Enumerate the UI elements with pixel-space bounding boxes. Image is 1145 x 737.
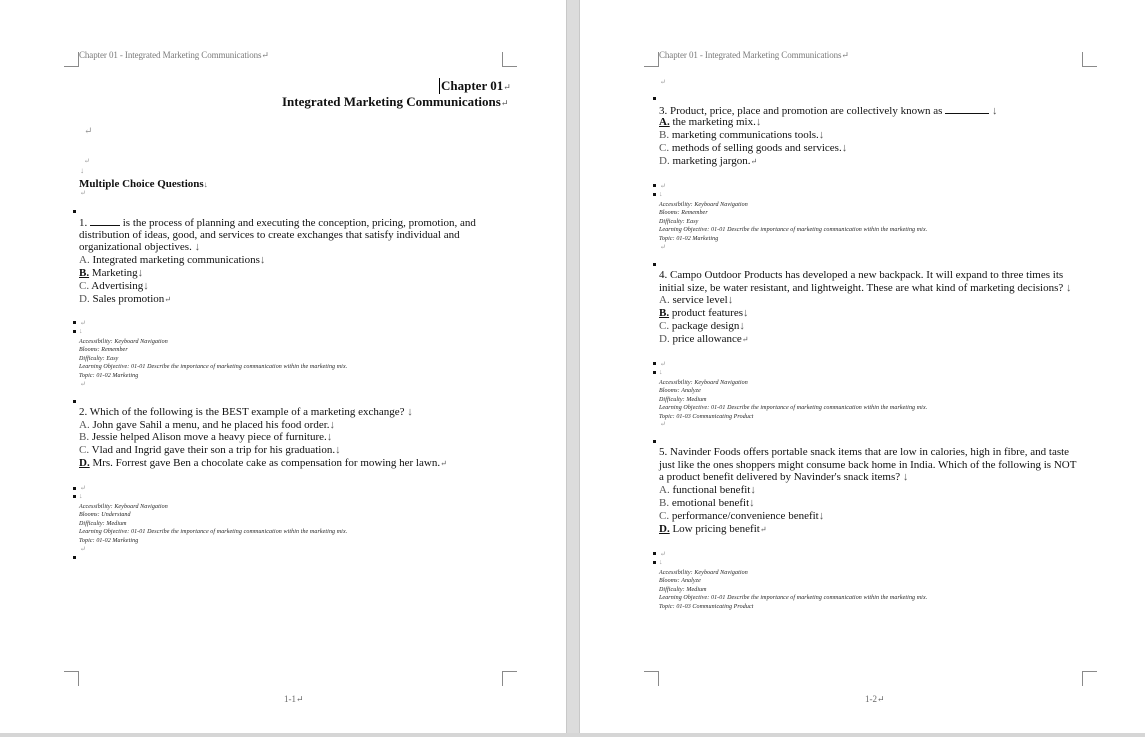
question-5-option-b[interactable]: B. emotional benefit↓: [659, 497, 755, 509]
paragraph-mark: ↵: [80, 545, 86, 553]
margin-corner-top-left: [644, 52, 659, 67]
question-2-option-a[interactable]: A. John gave Sahil a menu, and he placed his food order.↓: [79, 419, 336, 431]
question-3-metadata: Accessibility: Keyboard Navigation Blooms: Remember Difficulty: Easy Learning Objective: 01-01 Describe the importance of marketing communication within the marketing mix. Topic: 01-02 Marketing: [659, 202, 928, 242]
question-2-option-d-correct[interactable]: D. Mrs. Forrest gave Ben a chocolate cake as compensation for mowing her lawn.↵: [79, 457, 447, 469]
document-page-2[interactable]: [580, 0, 1145, 733]
paragraph-mark: ↵: [80, 189, 86, 197]
question-1-option-a[interactable]: A. Integrated marketing communications↓: [79, 254, 266, 266]
paragraph-mark: ↵: [84, 157, 90, 165]
page-gutter: [566, 0, 580, 737]
paragraph-bullet: [73, 321, 76, 324]
question-1-option-b-correct[interactable]: B. Marketing↓: [79, 267, 144, 279]
paragraph-bullet: [653, 371, 656, 374]
line-break-mark: ↓: [659, 558, 663, 566]
bottom-scroll-area: [0, 733, 1145, 737]
question-2-option-c[interactable]: C. Vlad and Ingrid gave their son a trip for his graduation.↓: [79, 444, 341, 456]
question-5-stem-line-1: 5. Navinder Foods offers portable snack items that are low in calories, high in fibre, and taste: [659, 446, 1070, 458]
question-3-option-a-correct[interactable]: A. the marketing mix.↓: [659, 116, 762, 128]
margin-corner-bottom-left: [644, 671, 659, 686]
page-header[interactable]: Chapter 01 - Integrated Marketing Communications↵: [659, 50, 849, 60]
chapter-title: Chapter 01↵: [441, 78, 511, 93]
question-2-option-b[interactable]: B. Jessie helped Alison move a heavy piece of furniture.↓: [79, 431, 333, 443]
question-5-stem-line-3: a product benefit delivered by Navinder's snack items? ↓: [659, 471, 909, 483]
margin-corner-bottom-right: [1082, 671, 1097, 686]
paragraph-mark: ↵: [80, 380, 86, 388]
question-5-option-d-correct[interactable]: D. Low pricing benefit↵: [659, 523, 767, 535]
page-header[interactable]: Chapter 01 - Integrated Marketing Communications↵: [79, 50, 269, 60]
paragraph-mark: ↵: [80, 319, 86, 327]
question-2-metadata: Accessibility: Keyboard Navigation Blooms: Understand Difficulty: Medium Learning Objective: 01-01 Describe the importance of marketing communication within the marketing mix. Topic: 01-02 Marketing: [79, 504, 348, 544]
paragraph-bullet: [73, 210, 76, 213]
line-break-mark: ↓: [659, 190, 663, 198]
question-1-stem-line-3: organizational objectives. ↓: [79, 241, 201, 253]
paragraph-bullet: [653, 552, 656, 555]
question-1-option-d[interactable]: D. Sales promotion↵: [79, 293, 171, 305]
line-break-mark: ↓: [659, 368, 663, 376]
paragraph-bullet: [73, 495, 76, 498]
paragraph-mark: ↵: [84, 126, 93, 137]
margin-corner-bottom-right: [502, 671, 517, 686]
question-4-option-a[interactable]: A. service level↓: [659, 294, 734, 306]
margin-corner-top-left: [64, 52, 79, 67]
question-5-option-c[interactable]: C. performance/convenience benefit↓: [659, 510, 825, 522]
paragraph-mark: ↵: [660, 243, 666, 251]
margin-corner-bottom-left: [64, 671, 79, 686]
line-break-mark: ↓: [80, 166, 84, 175]
paragraph-bullet: [73, 400, 76, 403]
paragraph-bullet: [73, 330, 76, 333]
question-4-option-d[interactable]: D. price allowance↵: [659, 333, 749, 345]
question-3-option-d[interactable]: D. marketing jargon.↵: [659, 155, 758, 167]
question-1-option-c[interactable]: C. Advertising↓: [79, 280, 149, 292]
question-1-stem-line-2: distribution of ideas, good, and services to create exchanges that satisfy individual and: [79, 229, 460, 241]
paragraph-bullet: [653, 362, 656, 365]
question-3-option-b[interactable]: B. marketing communications tools.↓: [659, 129, 825, 141]
line-break-mark: ↓: [79, 327, 83, 335]
paragraph-mark: ↵: [660, 360, 666, 368]
paragraph-bullet: [653, 184, 656, 187]
paragraph-bullet: [653, 193, 656, 196]
paragraph-bullet: [653, 263, 656, 266]
paragraph-bullet: [653, 561, 656, 564]
question-4-stem-line-1: 4. Campo Outdoor Products has developed a new backpack. It will expand to three times its: [659, 269, 1064, 281]
question-4-option-b-correct[interactable]: B. product features↓: [659, 307, 749, 319]
question-5-stem-line-2: just like the ones shoppers might consume back home in India. Which of the following is NOT: [659, 459, 1077, 471]
line-break-mark: ↓: [79, 492, 83, 500]
question-3-option-c[interactable]: C. methods of selling goods and services.↓: [659, 142, 848, 154]
question-4-option-c[interactable]: C. package design↓: [659, 320, 745, 332]
page-footer-number[interactable]: 1-2↵: [865, 694, 885, 704]
paragraph-mark: ↵: [80, 484, 86, 492]
section-heading: Multiple Choice Questions↓: [79, 178, 208, 190]
paragraph-bullet: [73, 556, 76, 559]
paragraph-bullet: [653, 440, 656, 443]
paragraph-mark: ↵: [660, 182, 666, 190]
paragraph-bullet: [653, 97, 656, 100]
paragraph-bullet: [73, 487, 76, 490]
chapter-subtitle: Integrated Marketing Communications↵: [282, 94, 509, 109]
question-4-stem-line-2: initial size, be water resistant, and lightweight. These are what kind of marketing decisions? ↓: [659, 282, 1072, 294]
question-3-stem: 3. Product, price, place and promotion are collectively known as ↓: [659, 105, 998, 117]
question-4-metadata: Accessibility: Keyboard Navigation Blooms: Analyze Difficulty: Medium Learning Objective: 01-01 Describe the importance of marketing communication within the marketing mix. Topic: 01-03 Communicating Product: [659, 380, 928, 420]
question-5-metadata: Accessibility: Keyboard Navigation Blooms: Analyze Difficulty: Medium Learning Objective: 01-01 Describe the importance of marketing communication within the marketing mix. Topic: 01-03 Communicating Product: [659, 570, 928, 610]
question-1-stem-line-1: 1. is the process of planning and executing the conception, pricing, promotion, and: [79, 217, 476, 229]
paragraph-mark: ↵: [660, 78, 666, 86]
document-page-1[interactable]: [0, 0, 566, 733]
question-2-stem: 2. Which of the following is the BEST example of a marketing exchange? ↓: [79, 406, 413, 418]
paragraph-mark: ↵: [660, 420, 666, 428]
page-footer-number[interactable]: 1-1↵: [284, 694, 304, 704]
margin-corner-top-right: [502, 52, 517, 67]
paragraph-mark: ↵: [660, 550, 666, 558]
margin-corner-top-right: [1082, 52, 1097, 67]
question-1-metadata: Accessibility: Keyboard Navigation Blooms: Remember Difficulty: Easy Learning Objective: 01-01 Describe the importance of marketing communication within the marketing mix. Topic: 01-02 Marketing: [79, 339, 348, 379]
question-5-option-a[interactable]: A. functional benefit↓: [659, 484, 756, 496]
